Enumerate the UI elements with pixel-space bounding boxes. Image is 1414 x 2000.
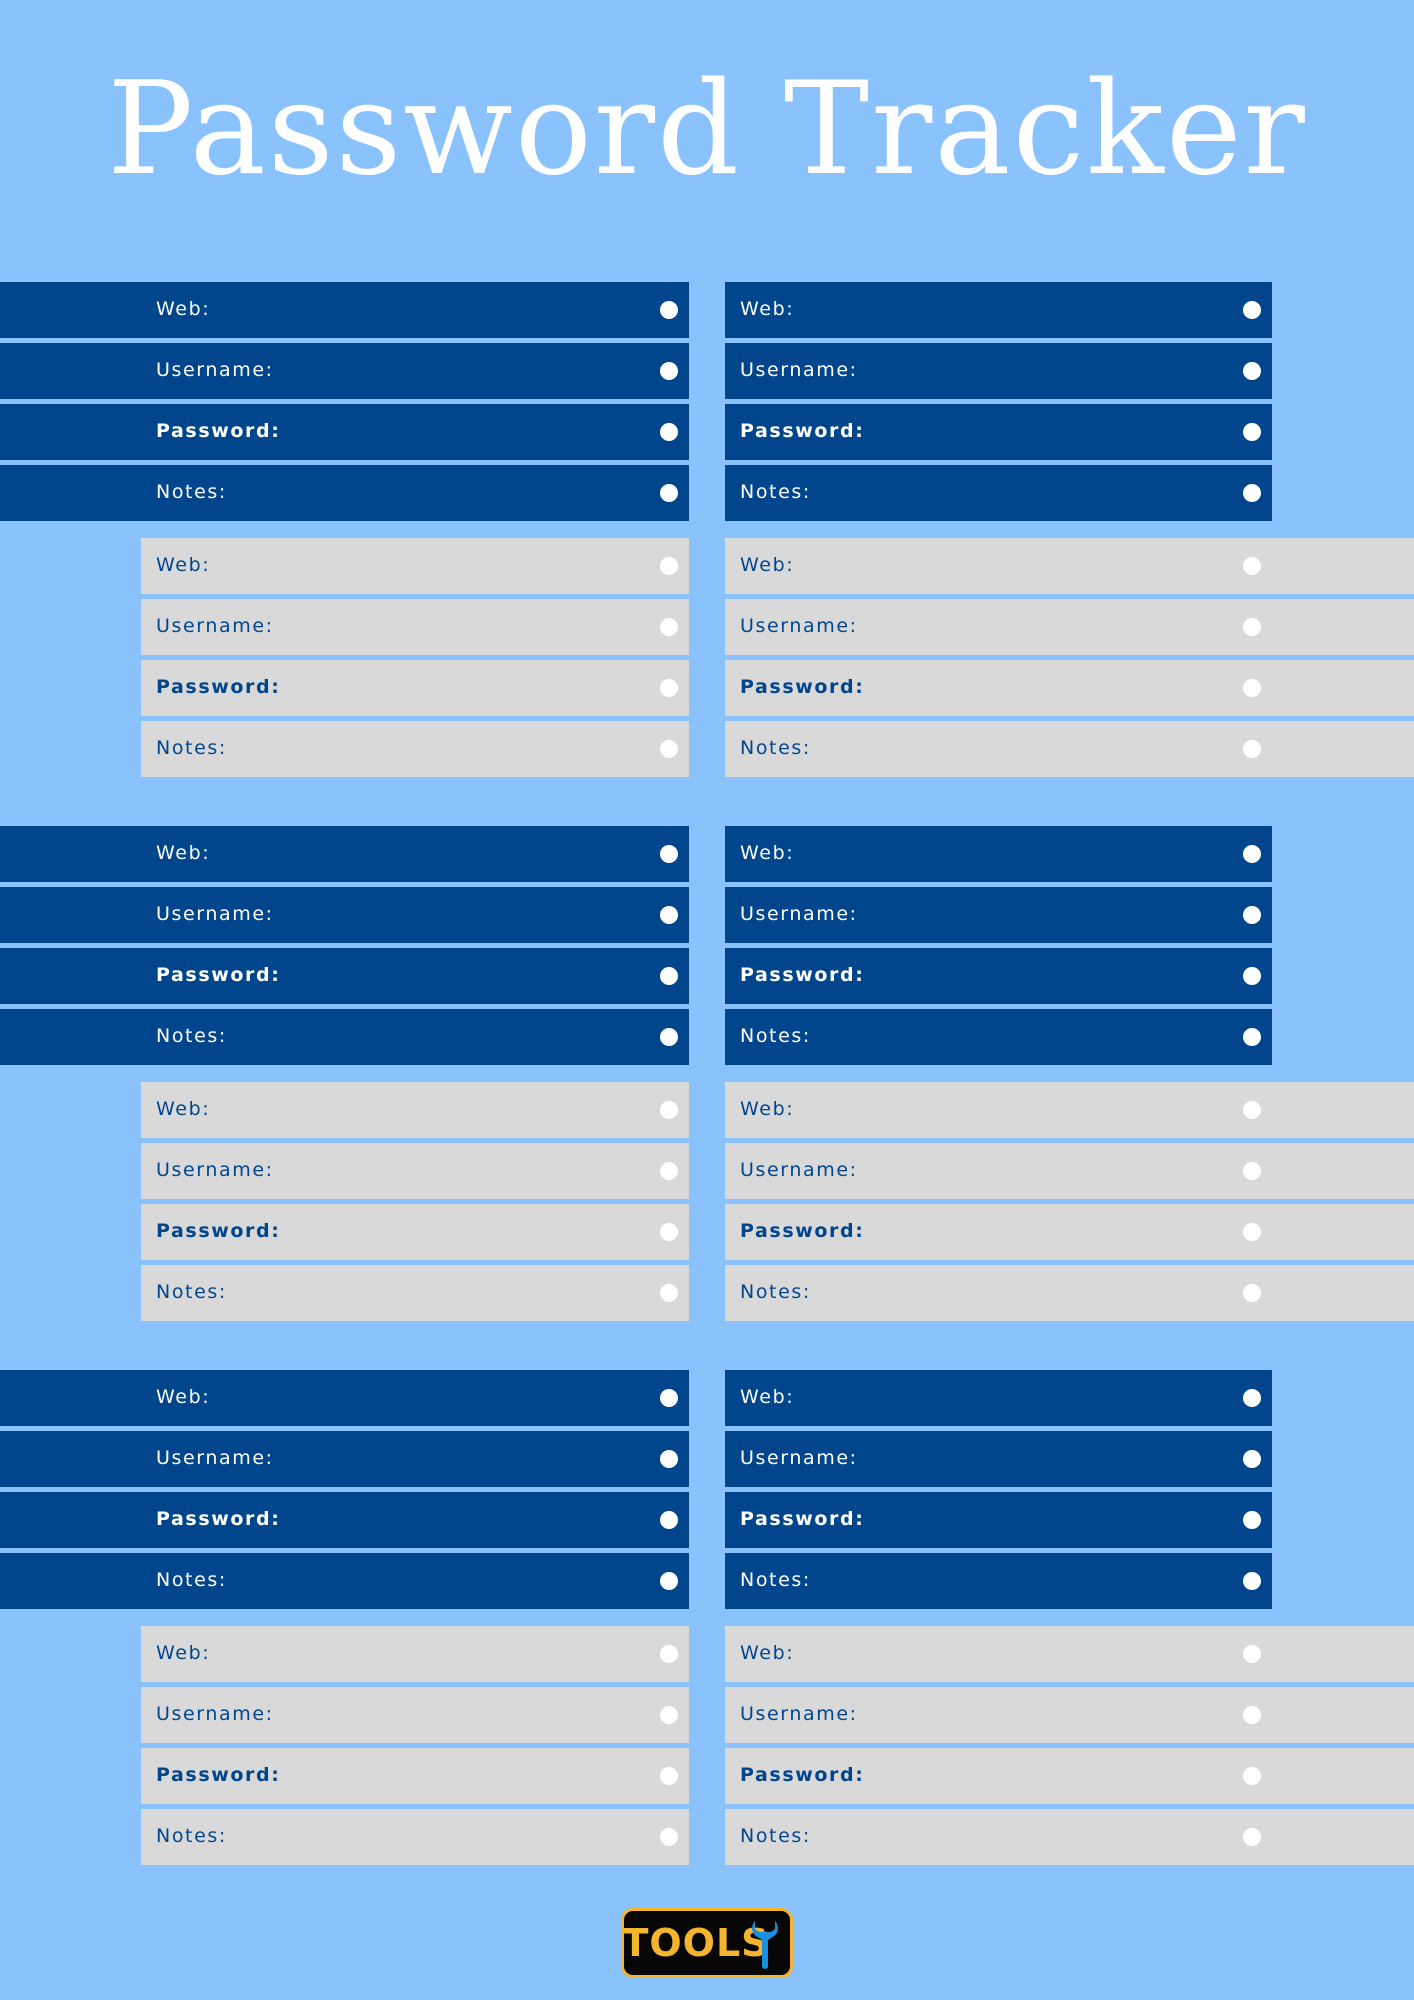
field-label-web: Web: [740, 1098, 795, 1120]
field-label-web: Web: [156, 1642, 211, 1664]
bullet-dot-icon [1243, 967, 1261, 985]
field-label-notes: Notes: [156, 737, 227, 759]
field-label-web: Web: [156, 1098, 211, 1120]
field-row-username[interactable] [141, 1687, 689, 1743]
field-label-username: Username: [740, 1703, 858, 1725]
field-label-password: Password: [156, 676, 281, 698]
field-row-web[interactable] [141, 1082, 689, 1138]
field-label-username: Username: [156, 615, 274, 637]
field-label-username: Username: [156, 359, 274, 381]
bullet-dot-icon [1243, 1828, 1261, 1846]
bullet-dot-icon [660, 1706, 678, 1724]
field-label-notes: Notes: [740, 1025, 811, 1047]
field-row-password[interactable] [141, 1204, 689, 1260]
bullet-dot-icon [660, 1284, 678, 1302]
field-row-username[interactable] [141, 599, 689, 655]
field-label-web: Web: [156, 1386, 211, 1408]
bullet-dot-icon [660, 1572, 678, 1590]
field-label-username: Username: [156, 1447, 274, 1469]
field-row-web[interactable] [725, 1082, 1414, 1138]
bullet-dot-icon [1243, 1284, 1261, 1302]
bullet-dot-icon [1243, 618, 1261, 636]
field-row-notes[interactable] [0, 1553, 689, 1609]
field-label-password: Password: [740, 1764, 865, 1786]
password-card [0, 1370, 689, 1609]
bullet-dot-icon [660, 362, 678, 380]
field-label-password: Password: [156, 1220, 281, 1242]
field-row-notes[interactable] [725, 1809, 1414, 1865]
field-row-notes[interactable] [0, 465, 689, 521]
field-row-notes[interactable] [141, 721, 689, 777]
bullet-dot-icon [1243, 301, 1261, 319]
bullet-dot-icon [1243, 557, 1261, 575]
field-label-web: Web: [740, 554, 795, 576]
bullet-dot-icon [1243, 1028, 1261, 1046]
password-card [725, 826, 1272, 1065]
password-card [725, 282, 1272, 521]
field-row-username[interactable] [0, 887, 689, 943]
field-row-web[interactable] [725, 1626, 1414, 1682]
field-row-notes[interactable] [725, 1265, 1414, 1321]
field-row-notes[interactable] [0, 1009, 689, 1065]
field-row-password[interactable] [0, 404, 689, 460]
bullet-dot-icon [1243, 679, 1261, 697]
password-card [725, 1626, 1414, 1865]
field-label-username: Username: [156, 1159, 274, 1181]
bullet-dot-icon [660, 1101, 678, 1119]
field-row-password[interactable] [0, 1492, 689, 1548]
bullet-dot-icon [660, 1767, 678, 1785]
field-label-notes: Notes: [740, 1825, 811, 1847]
field-row-notes[interactable] [725, 1553, 1272, 1609]
bullet-dot-icon [660, 1511, 678, 1529]
field-label-web: Web: [740, 1642, 795, 1664]
password-card [725, 538, 1414, 777]
bullet-dot-icon [1243, 362, 1261, 380]
bullet-dot-icon [660, 1645, 678, 1663]
field-label-password: Password: [740, 420, 865, 442]
field-label-notes: Notes: [156, 481, 227, 503]
field-label-notes: Notes: [156, 1025, 227, 1047]
bullet-dot-icon [1243, 740, 1261, 758]
field-row-notes[interactable] [141, 1265, 689, 1321]
field-row-web[interactable] [725, 282, 1272, 338]
field-label-notes: Notes: [156, 1281, 227, 1303]
bullet-dot-icon [660, 1028, 678, 1046]
field-label-password: Password: [156, 1764, 281, 1786]
field-row-username[interactable] [725, 887, 1272, 943]
bullet-dot-icon [660, 906, 678, 924]
bullet-dot-icon [660, 679, 678, 697]
password-card [0, 826, 689, 1065]
bullet-dot-icon [660, 845, 678, 863]
bullet-dot-icon [660, 301, 678, 319]
field-label-username: Username: [740, 1447, 858, 1469]
field-row-password[interactable] [725, 404, 1272, 460]
field-row-password[interactable] [0, 948, 689, 1004]
field-label-web: Web: [740, 842, 795, 864]
bullet-dot-icon [1243, 1450, 1261, 1468]
bullet-dot-icon [660, 1389, 678, 1407]
field-row-web[interactable] [0, 1370, 689, 1426]
field-row-username[interactable] [725, 599, 1414, 655]
field-label-notes: Notes: [740, 1569, 811, 1591]
field-label-password: Password: [740, 964, 865, 986]
field-row-web[interactable] [141, 1626, 689, 1682]
bullet-dot-icon [660, 1223, 678, 1241]
field-label-username: Username: [740, 1159, 858, 1181]
field-label-password: Password: [740, 1508, 865, 1530]
field-row-password[interactable] [725, 1204, 1414, 1260]
field-label-notes: Notes: [740, 1281, 811, 1303]
field-label-password: Password: [156, 420, 281, 442]
wrench-icon [750, 1919, 780, 1971]
field-row-password[interactable] [725, 1748, 1414, 1804]
page-title: Password Tracker [107, 55, 1307, 204]
field-row-username[interactable] [0, 1431, 689, 1487]
bullet-dot-icon [660, 1828, 678, 1846]
password-card [0, 282, 689, 521]
bullet-dot-icon [1243, 906, 1261, 924]
field-label-web: Web: [740, 298, 795, 320]
field-label-web: Web: [156, 554, 211, 576]
bullet-dot-icon [1243, 1511, 1261, 1529]
field-label-username: Username: [156, 903, 274, 925]
field-label-web: Web: [156, 298, 211, 320]
tools-logo [621, 1908, 793, 1978]
field-label-username: Username: [156, 1703, 274, 1725]
field-row-username[interactable] [725, 343, 1272, 399]
bullet-dot-icon [660, 618, 678, 636]
password-card [141, 1626, 689, 1865]
field-row-notes[interactable] [141, 1809, 689, 1865]
password-card [725, 1370, 1272, 1609]
field-row-notes[interactable] [725, 721, 1414, 777]
field-row-password[interactable] [725, 660, 1414, 716]
bullet-dot-icon [1243, 1645, 1261, 1663]
field-label-notes: Notes: [156, 1825, 227, 1847]
bullet-dot-icon [660, 740, 678, 758]
bullet-dot-icon [1243, 423, 1261, 441]
field-row-password[interactable] [141, 1748, 689, 1804]
bullet-dot-icon [660, 1450, 678, 1468]
bullet-dot-icon [1243, 1101, 1261, 1119]
field-row-username[interactable] [141, 1143, 689, 1199]
field-label-password: Password: [740, 676, 865, 698]
bullet-dot-icon [1243, 1223, 1261, 1241]
password-card [141, 1082, 689, 1321]
field-row-username[interactable] [725, 1431, 1272, 1487]
bullet-dot-icon [1243, 1767, 1261, 1785]
field-label-password: Password: [156, 1508, 281, 1530]
field-row-password[interactable] [725, 1492, 1272, 1548]
field-label-password: Password: [156, 964, 281, 986]
field-row-web[interactable] [0, 826, 689, 882]
bullet-dot-icon [1243, 1706, 1261, 1724]
field-row-username[interactable] [0, 343, 689, 399]
bullet-dot-icon [660, 1162, 678, 1180]
field-row-web[interactable] [725, 826, 1272, 882]
bullet-dot-icon [1243, 484, 1261, 502]
field-label-web: Web: [740, 1386, 795, 1408]
field-label-notes: Notes: [740, 737, 811, 759]
bullet-dot-icon [660, 967, 678, 985]
password-card [725, 1082, 1414, 1321]
field-row-web[interactable] [141, 538, 689, 594]
logo-text: TOOLS [622, 1921, 770, 1965]
password-card [141, 538, 689, 777]
field-row-notes[interactable] [725, 465, 1272, 521]
field-label-web: Web: [156, 842, 211, 864]
field-label-notes: Notes: [156, 1569, 227, 1591]
field-row-password[interactable] [141, 660, 689, 716]
field-row-web[interactable] [0, 282, 689, 338]
bullet-dot-icon [1243, 845, 1261, 863]
field-row-web[interactable] [725, 1370, 1272, 1426]
field-label-notes: Notes: [740, 481, 811, 503]
field-label-username: Username: [740, 359, 858, 381]
field-row-notes[interactable] [725, 1009, 1272, 1065]
bullet-dot-icon [1243, 1162, 1261, 1180]
field-label-username: Username: [740, 615, 858, 637]
field-row-password[interactable] [725, 948, 1272, 1004]
field-row-username[interactable] [725, 1143, 1414, 1199]
field-label-password: Password: [740, 1220, 865, 1242]
field-row-username[interactable] [725, 1687, 1414, 1743]
field-row-web[interactable] [725, 538, 1414, 594]
bullet-dot-icon [660, 484, 678, 502]
bullet-dot-icon [660, 423, 678, 441]
bullet-dot-icon [660, 557, 678, 575]
bullet-dot-icon [1243, 1389, 1261, 1407]
field-label-username: Username: [740, 903, 858, 925]
bullet-dot-icon [1243, 1572, 1261, 1590]
